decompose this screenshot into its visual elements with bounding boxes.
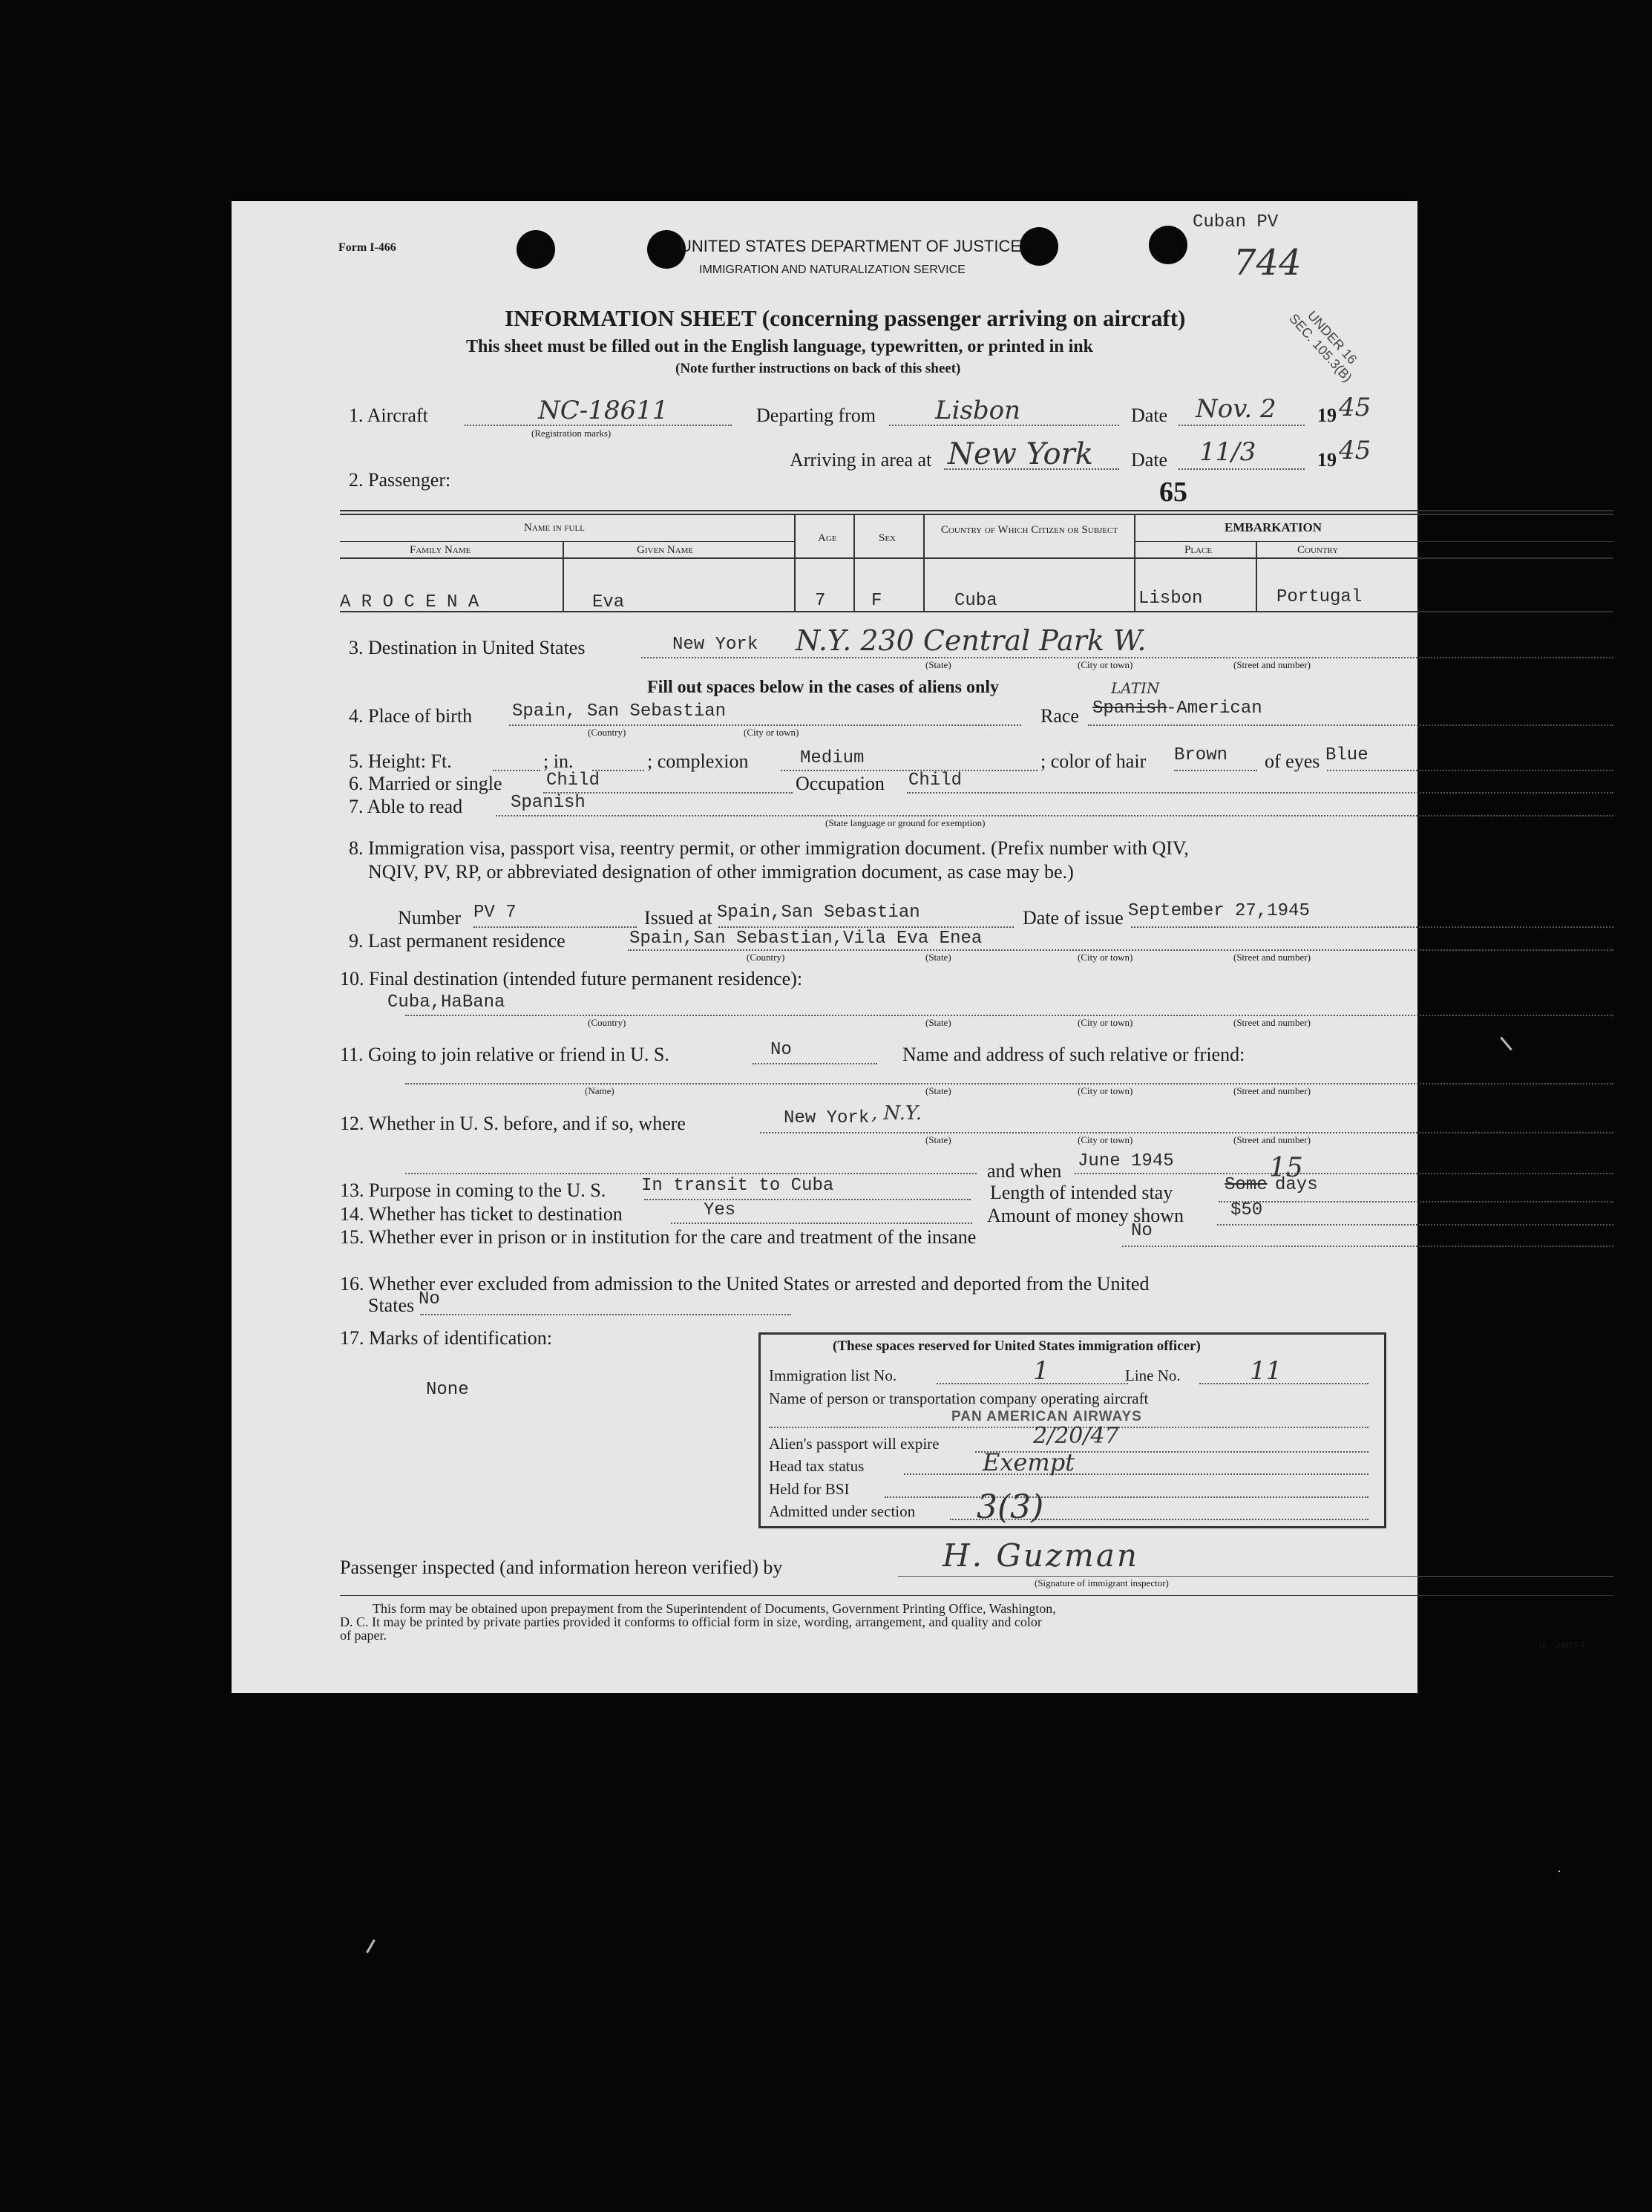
service-heading: IMMIGRATION AND NATURALIZATION SERVICE: [699, 264, 966, 276]
relative-name-caption: (Name): [585, 1085, 614, 1096]
eyes-value: Blue: [1325, 745, 1369, 765]
passport-expiry-value: 2/20/47: [1033, 1423, 1119, 1449]
purpose-label: 13. Purpose in coming to the U. S.: [340, 1179, 606, 1201]
page-title: INFORMATION SHEET (concerning passenger arriving on aircraft): [505, 305, 1186, 331]
relative-state-caption: (State): [925, 1085, 951, 1096]
list-number-value: 1: [1033, 1356, 1049, 1386]
place-header: Place: [1184, 544, 1213, 556]
form-number: Form I-466: [338, 241, 396, 254]
race-struck: Spanish: [1092, 698, 1167, 719]
ticket-value: Yes: [704, 1200, 736, 1220]
passenger-count: 65: [1159, 477, 1187, 508]
departure-year-prefix: 19: [1317, 405, 1337, 426]
arrival-year: 45: [1339, 436, 1371, 465]
sex-header: Sex: [879, 532, 897, 544]
previous-street-caption: (Street and number): [1233, 1134, 1311, 1145]
hair-label: ; color of hair: [1040, 750, 1147, 772]
marks-value: None: [426, 1380, 469, 1400]
departing-value: Lisbon: [935, 396, 1021, 425]
citizen-header: Country of Which Citizen or Subject: [940, 524, 1118, 536]
inspected-label: Passenger inspected (and information hereon verified) by: [340, 1557, 783, 1578]
top-right-note: Cuban PV: [1193, 212, 1279, 232]
sex-cell: F: [871, 591, 882, 611]
signature-caption: (Signature of immigrant inspector): [1035, 1577, 1169, 1588]
scan-mark: [1558, 1871, 1560, 1872]
money-value: $50: [1230, 1200, 1263, 1220]
complexion-label: ; complexion: [647, 750, 749, 772]
race-label: Race: [1040, 705, 1079, 727]
under-16-stamp: UNDER 16 SEC. 105.3(B): [1286, 307, 1360, 385]
last-residence-city-caption: (City or town): [1078, 952, 1133, 963]
form-code: 16—24915-1: [1538, 1640, 1585, 1650]
final-city-caption: (City or town): [1078, 1017, 1133, 1028]
punch-hole: [1149, 226, 1187, 264]
footer-line-3: of paper.: [340, 1628, 387, 1643]
scan-mark: [366, 1940, 376, 1954]
birthplace-label: 4. Place of birth: [349, 705, 473, 727]
page-subtitle: This sheet must be filled out in the English language, typewritten, or printed in ink: [466, 337, 1093, 356]
previous-visit-state: , N.Y.: [871, 1102, 922, 1125]
name-in-full-header: Name in full: [524, 522, 585, 534]
document-number: PV 7: [473, 903, 517, 923]
arrival-date-label: Date: [1131, 449, 1168, 471]
company-label: Name of person or transportation company operating aircraft: [769, 1390, 1149, 1407]
family-name-header: Family Name: [410, 544, 471, 556]
last-residence-street-caption: (Street and number): [1233, 952, 1311, 963]
passenger-label: 2. Passenger:: [349, 469, 451, 491]
birthplace-city-caption: (City or town): [744, 727, 799, 738]
relative-city-caption: (City or town): [1078, 1085, 1133, 1096]
inspector-signature: H. Guzman: [943, 1537, 1139, 1574]
hair-value: Brown: [1174, 745, 1228, 765]
money-label: Amount of money shown: [987, 1205, 1184, 1226]
last-residence-value: Spain,San Sebastian,Vila Eva Enea: [629, 929, 983, 949]
document-label-1: 8. Immigration visa, passport visa, reentry permit, or other immigration document. (Prefix number with QIV,: [349, 837, 1189, 859]
list-number-label: Immigration list No.: [769, 1367, 897, 1384]
destination-city: New York: [672, 635, 758, 655]
when-label: and when: [987, 1160, 1062, 1182]
final-destination-value: Cuba,HaBana: [387, 992, 505, 1012]
destination-label: 3. Destination in United States: [349, 637, 586, 658]
company-value: PAN AMERICAN AIRWAYS: [951, 1409, 1142, 1424]
issued-value: Spain,San Sebastian: [717, 903, 920, 923]
document-label-2: NQIV, PV, RP, or abbreviated designation of other immigration document, as case may be.): [368, 861, 1074, 883]
complexion-value: Medium: [800, 748, 865, 768]
footer-line-2: D. C. It may be printed by private parties provided it conforms to official form in size, wording, arrangement, and quality and color: [340, 1614, 1042, 1629]
last-residence-label: 9. Last permanent residence: [349, 930, 566, 952]
stay-label: Length of intended stay: [990, 1182, 1173, 1203]
birthplace-country-caption: (Country): [588, 727, 626, 738]
join-relative-value: No: [770, 1040, 792, 1060]
previous-visit-label: 12. Whether in U. S. before, and if so, where: [340, 1113, 686, 1134]
head-tax-label: Head tax status: [769, 1457, 865, 1475]
line-number-label: Line No.: [1125, 1367, 1181, 1384]
excluded-label-1: 16. Whether ever excluded from admission to the United States or arrested and deported from the United: [340, 1273, 1150, 1295]
previous-visit-value: New York: [784, 1108, 870, 1128]
when-value: June 1945: [1078, 1151, 1174, 1171]
aircraft-label: 1. Aircraft: [349, 405, 428, 426]
arriving-value: New York: [948, 437, 1093, 471]
departing-label: Departing from: [756, 405, 876, 426]
arrival-date: 11/3: [1199, 437, 1256, 467]
destination-state-caption: (State): [925, 659, 951, 670]
aliens-only-heading: Fill out spaces below in the cases of aliens only: [647, 678, 1000, 697]
departure-year: 45: [1339, 393, 1371, 422]
relative-name-label: Name and address of such relative or friend:: [902, 1044, 1245, 1065]
read-label: 7. Able to read: [349, 796, 463, 817]
last-residence-state-caption: (State): [925, 952, 951, 963]
read-value: Spanish: [511, 793, 586, 813]
officer-box-heading: (These spaces reserved for United States immigration officer): [833, 1338, 1201, 1354]
inches-label: ; in.: [543, 750, 574, 772]
arriving-label: Arriving in area at: [790, 449, 932, 471]
prison-value: No: [1131, 1221, 1153, 1241]
document-number-label: Number: [398, 907, 462, 929]
bsi-label: Held for BSI: [769, 1480, 850, 1498]
age-cell: 7: [815, 591, 826, 611]
passport-expiry-label: Alien's passport will expire: [769, 1435, 940, 1453]
given-name-cell: Eva: [592, 592, 625, 612]
ticket-label: 14. Whether has ticket to destination: [340, 1203, 623, 1225]
family-name-cell: A R O C E N A: [340, 592, 479, 612]
stay-handwritten: 15: [1269, 1153, 1303, 1183]
destination-address: N.Y. 230 Central Park W.: [796, 624, 1147, 657]
emb-country-header: Country: [1297, 544, 1339, 556]
prison-label: 15. Whether ever in prison or in institution for the care and treatment of the insane: [340, 1226, 977, 1248]
final-state-caption: (State): [925, 1017, 951, 1028]
final-country-caption: (Country): [588, 1017, 626, 1028]
admitted-section-label: Admitted under section: [769, 1502, 916, 1520]
relative-street-caption: (Street and number): [1233, 1085, 1311, 1096]
registration-caption: (Registration marks): [531, 428, 612, 439]
age-header: Age: [818, 532, 837, 544]
page-note: (Note further instructions on back of this sheet): [675, 361, 961, 376]
race-handwritten: LATIN: [1111, 679, 1160, 697]
birthplace-value: Spain, San Sebastian: [512, 701, 727, 721]
marital-label: 6. Married or single: [349, 773, 502, 794]
destination-city-caption: (City or town): [1078, 659, 1133, 670]
form-sheet: [232, 201, 1585, 1693]
final-destination-label: 10. Final destination (intended future permanent residence):: [340, 968, 803, 989]
date-of-issue-label: Date of issue: [1023, 907, 1124, 929]
join-relative-label: 11. Going to join relative or friend in U. S.: [340, 1044, 669, 1065]
embarkation-header: EMBARKATION: [1225, 520, 1322, 534]
excluded-value: No: [419, 1289, 440, 1309]
height-label: 5. Height: Ft.: [349, 750, 452, 772]
previous-city-caption: (City or town): [1078, 1134, 1133, 1145]
head-tax-value: Exempt: [983, 1448, 1075, 1476]
previous-state-caption: (State): [925, 1134, 951, 1145]
punch-hole: [517, 230, 555, 269]
handwritten-number: 744: [1233, 242, 1302, 284]
last-residence-country-caption: (Country): [747, 952, 785, 963]
destination-street-caption: (Street and number): [1233, 659, 1311, 670]
given-name-header: Given Name: [637, 544, 694, 556]
admitted-section-value: 3(3): [977, 1488, 1044, 1526]
read-caption: (State language or ground for exemption): [825, 817, 986, 828]
date-label: Date: [1131, 405, 1168, 426]
eyes-label: of eyes: [1265, 750, 1320, 772]
issued-label: Issued at: [644, 907, 712, 929]
purpose-value: In transit to Cuba: [641, 1176, 834, 1196]
place-cell: Lisbon: [1138, 589, 1203, 609]
emb-country-cell: Portugal: [1276, 587, 1363, 607]
punch-hole: [1020, 227, 1058, 266]
scan-mark: [1500, 1037, 1512, 1051]
occupation-value: Child: [908, 770, 963, 791]
department-heading: UNITED STATES DEPARTMENT OF JUSTICE: [680, 237, 1022, 255]
excluded-label-2: States: [368, 1295, 415, 1316]
occupation-label: Occupation: [796, 773, 885, 794]
arrival-year-prefix: 19: [1317, 449, 1337, 471]
date-of-issue-value: September 27,1945: [1128, 901, 1310, 921]
marital-value: Child: [546, 770, 600, 791]
line-number-value: 11: [1250, 1356, 1282, 1386]
departure-date: Nov. 2: [1196, 394, 1276, 424]
race-value: -American: [1166, 698, 1262, 719]
footer-line-1: This form may be obtained upon prepayment from the Superintendent of Documents, Government Printing Office, Washington,: [373, 1601, 1056, 1616]
stay-struck: Some: [1225, 1175, 1268, 1195]
final-street-caption: (Street and number): [1233, 1017, 1311, 1028]
citizen-cell: Cuba: [954, 591, 997, 611]
marks-label: 17. Marks of identification:: [340, 1327, 552, 1349]
aircraft-value: NC-18611: [538, 396, 669, 425]
stay-unit: days: [1275, 1175, 1318, 1195]
